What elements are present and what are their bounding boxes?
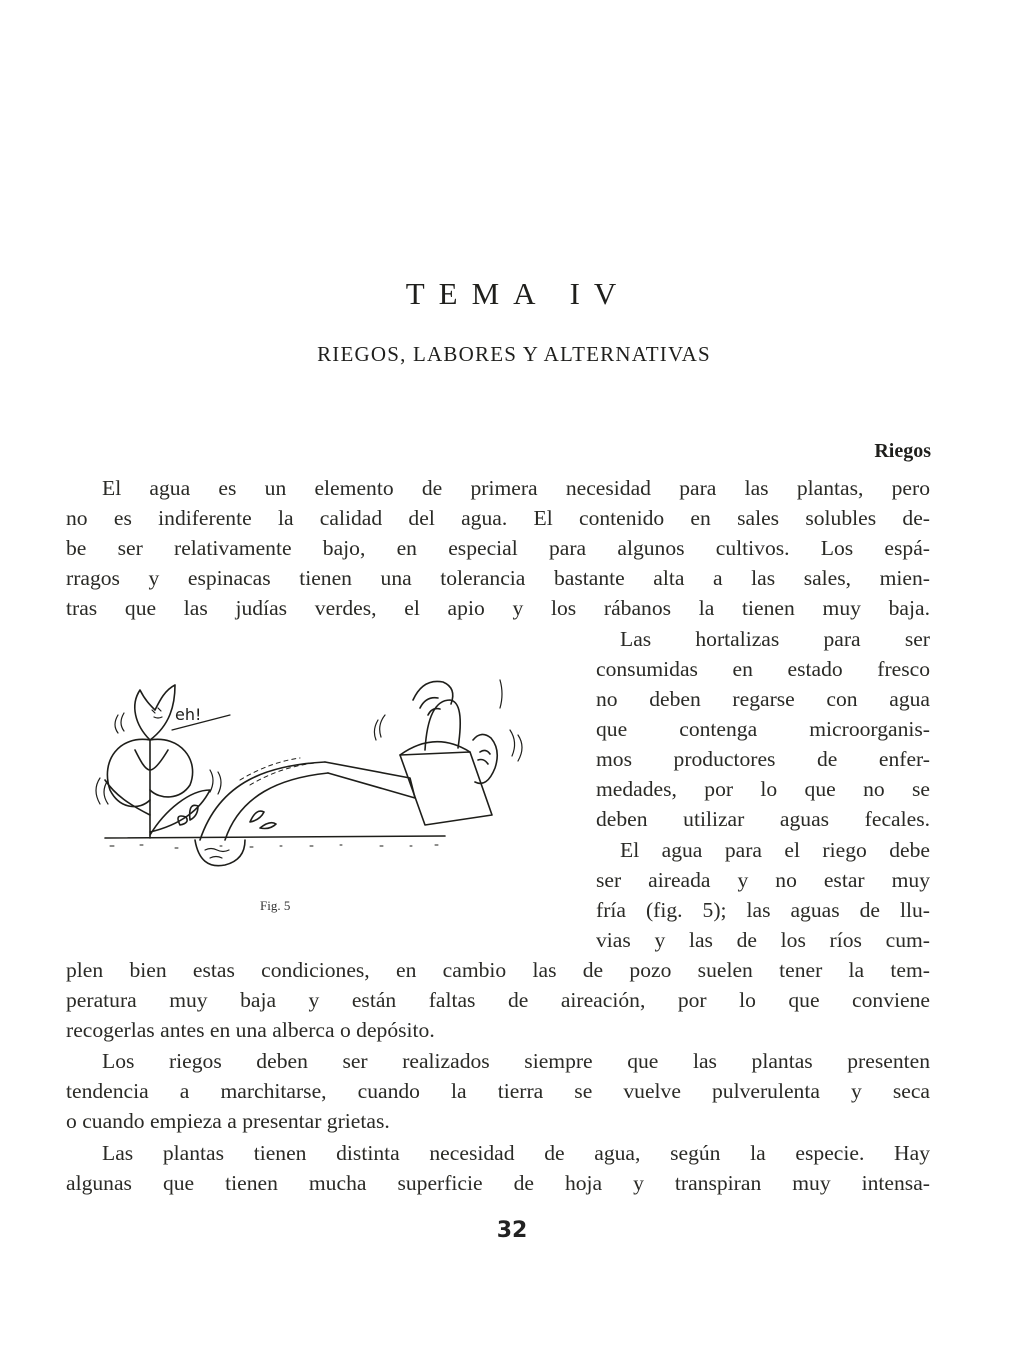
paragraph-line: ser aireada y no estar muy <box>596 868 930 892</box>
paragraph-line: Las plantas tienen distinta necesidad de agua, según la especie. Hay <box>102 1141 930 1165</box>
paragraph-line: no es indiferente la calidad del agua. El contenido en sales solubles de- <box>66 506 930 530</box>
paragraph-line: El agua es un elemento de primera necesidad para las plantas, pero <box>102 476 930 500</box>
paragraph-line: que contenga microorganis- <box>596 717 930 741</box>
ground-line <box>105 836 445 838</box>
plant-and-watering-can-icon <box>80 660 540 870</box>
paragraph-line: Las hortalizas para ser <box>620 627 930 651</box>
paragraph-line: be ser relativamente bajo, en especial para algunos cultivos. Los espá- <box>66 536 930 560</box>
paragraph-line: tendencia a marchitarse, cuando la tierra se vuelve pulverulenta y seca <box>66 1079 930 1103</box>
paragraph-line: peratura muy baja y están faltas de aireación, por lo que conviene <box>66 988 930 1012</box>
chapter-title: TEMA IV <box>405 276 631 311</box>
paragraph-line: no deben regarse con agua <box>596 687 930 711</box>
page-number: 32 <box>496 1218 528 1243</box>
figure-caption: Fig. 5 <box>260 898 291 913</box>
paragraph-line: consumidas en estado fresco <box>596 657 930 681</box>
paragraph-line: Los riegos deben ser realizados siempre que las plantas presenten <box>102 1049 930 1073</box>
paragraph-line: deben utilizar aguas fecales. <box>596 807 930 831</box>
paragraph-line: fría (fig. 5); las aguas de llu- <box>596 898 930 922</box>
paragraph-line: recogerlas antes en una alberca o depósito. <box>66 1018 435 1042</box>
chapter-subtitle: RIEGOS, LABORES Y ALTERNATIVAS <box>317 342 711 366</box>
paragraph-line: o cuando empieza a presentar grietas. <box>66 1109 390 1133</box>
speech-text: eh! <box>175 705 202 724</box>
paragraph-line: mos productores de enfer- <box>596 747 930 771</box>
section-heading: Riegos <box>874 440 931 462</box>
paragraph-line: algunas que tienen mucha superficie de hoja y transpiran muy intensa- <box>66 1171 930 1195</box>
paragraph-line: plen bien estas condiciones, en cambio las de pozo suelen tener la tem- <box>66 958 930 982</box>
paragraph-line: medades, por lo que no se <box>596 777 930 801</box>
paragraph-line: rragos y espinacas tienen una tolerancia bastante alta a las sales, mien- <box>66 566 930 590</box>
paragraph-line: tras que las judías verdes, el apio y los rábanos la tienen muy baja. <box>66 596 930 620</box>
paragraph-line: El agua para el riego debe <box>620 838 930 862</box>
paragraph-line: vias y las de los ríos cum- <box>596 928 930 952</box>
